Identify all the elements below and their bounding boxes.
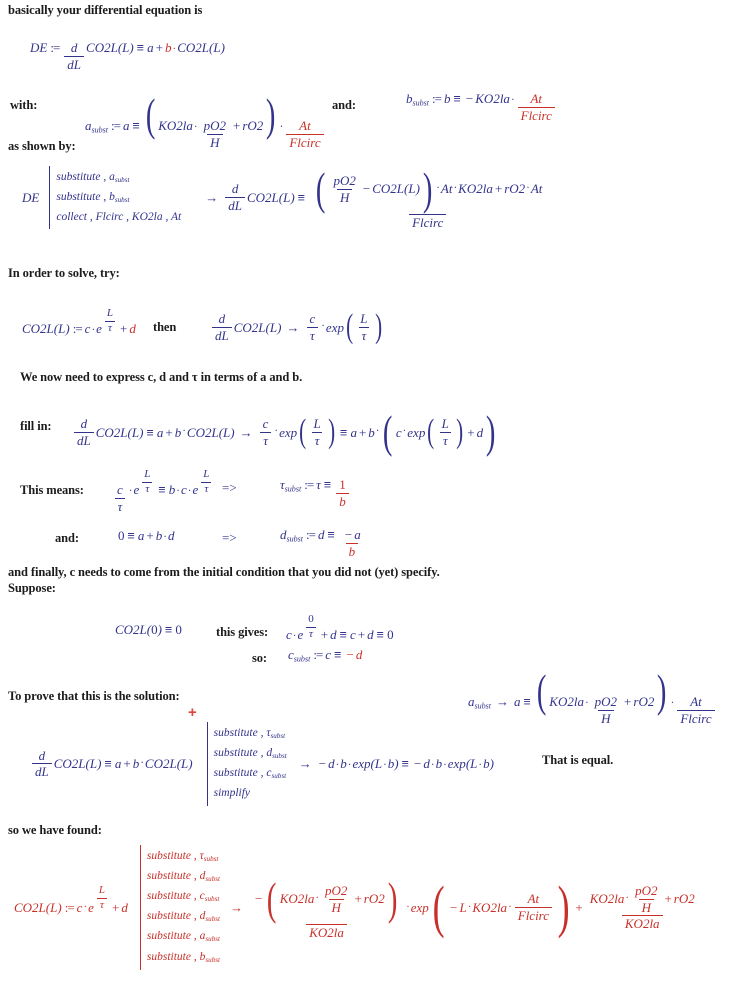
label-that-is-equal: That is equal. [542,753,614,767]
term-b: b [165,40,172,55]
equation-d-subst[interactable]: $d_{subst}$ := d ≡ $\frac{- a}{b}$ [280,528,366,558]
exponent-L-over-tau: $\frac{L}{\tau}$ [106,307,114,334]
exp-argument: − L · KO2la · $\frac{At}{\text{Flcirc}}$ [448,892,554,922]
result-denominator: Flcirc [409,214,446,230]
label-to-prove: To prove that this is the solution: [8,689,180,703]
close-paren: ) [266,89,276,140]
exponent-L-over-tau: $\frac{L}{\tau}$ [98,884,106,911]
fraction-At-Flcirc: $\frac{At}{\text{Flcirc}}$ [518,92,555,122]
minus-sign: − [465,91,474,106]
keyword-substitute-b: substitute , $b_{subst}$ [146,950,221,964]
fraction-c-over-tau: $\frac{c}{\tau}$ [260,417,272,447]
term-a: a [156,424,164,440]
fraction-1-over-b: $\frac{1}{b}$ [336,478,349,508]
numerator-minus-a: − a [344,527,361,542]
exponent-L-over-tau: $\frac{L}{\tau}$ [144,468,151,495]
coefficient-c: c [84,321,91,337]
equation-fill-in[interactable]: $\frac{d}{dL}$ CO2L(L) ≡ a + b · CO2L(L) → $\frac{c}{\tau}$ · exp ( $\frac{L}{\tau}$ ) ≡ a + b · ( c · exp ( $\frac{L}{\tau}$ ) + d ) [72,409,498,455]
function-CO2L-rhs: CO2L(L) [177,40,225,55]
equation-initial-condition[interactable]: CO2L(0) ≡ 0 [115,622,182,637]
equation-proof[interactable]: $\frac{d}{dL}$ CO2L(L) ≡ a + b · CO2L(L) substitute , $\tau_{subst}$ substitute , $d_{subst}$ substitute , $c_{subst}$ simplify → − d·b·exp(L·b) ≡ − d·b·exp(L·b) [30,722,494,806]
term-minus-d: − d [346,647,363,662]
derivative-operator: $\frac{d}{dL}$ [225,182,245,212]
label-fill-in: fill in: [20,419,52,433]
derivative-operator [64,41,84,71]
fraction-c-over-tau: $\frac{c}{\tau}$ [306,312,318,342]
equation-initial-expand[interactable]: c · e $\frac{0}{\tau}$ + d ≡ c + d ≡ 0 [286,613,394,643]
fraction-c-over-tau: $\frac{c}{\tau}$ [114,483,126,513]
equation-final-solution[interactable]: CO2L(L) := c · e $\frac{L}{\tau}$ + d substitute , $\tau_{subst}$ substitute , $d_{subst}$ substitute , $c_{subst}$ substitute , $d_{subst}$ substitute , $a_{subst}$ substitute , $b_{subst}$ → − ( KO2la · $\frac{pO2}{H}$ + rO2 ) KO2la · exp ( − L · KO2la · $\frac{At}{\text{Flcirc}}$ ) + KO2la · $\frac{pO2}{H}$ + rO2 KO2la [14,845,700,970]
equation-a-subst-result[interactable]: $a_{subst}$ → a ≡ ( KO2la · $\frac{pO2}{H}$ + rO2 ) · $\frac{At}{\text{Flcirc}}$ [468,668,717,725]
symbol-DE: DE [30,40,48,55]
keyword-substitute-tau: substitute , $\tau_{subst}$ [213,727,286,740]
implies-arrow-2: => [222,530,237,545]
symbol-d-subst: $d_{subst}$ [280,527,304,544]
keyword-substitute-a: substitute , $a_{subst}$ [146,930,221,944]
assign-operator: := [111,118,120,133]
label-we-now-need: We now need to express c, d and τ in terms of a and b. [20,370,303,384]
keyword-substitute-c: substitute , $c_{subst}$ [213,767,287,781]
symbol-c-subst: $c_{subst}$ [288,647,311,664]
label-and: and: [332,98,356,112]
proof-rhs-result: − d·b·exp(L·b) [414,755,494,771]
function-CO2L: CO2L(L) [372,181,420,197]
equation-trial-solution[interactable]: CO2L(L) := c · e $\frac{L}{\tau}$ + d [22,307,136,337]
derivative-operator: $\frac{d}{dL}$ [32,749,52,779]
symbol-a: a [123,118,130,133]
final-second-denominator: KO2la [622,915,663,931]
symbol-b: b [444,91,451,106]
constant-d: d [129,321,136,337]
assign-operator: := [50,40,60,55]
zero-value: 0 [118,528,125,543]
open-paren: ( [145,89,156,140]
exponent-0-over-tau: $\frac{0}{\tau}$ [305,614,317,640]
numerator-pO2: pO2 [203,118,226,133]
term-a: a [147,40,154,55]
eval-keyword-block-final[interactable] [140,845,220,970]
equation-trial-derivative[interactable]: $\frac{d}{dL}$ CO2L(L) → $\frac{c}{\tau}$ · exp ( $\frac{L}{\tau}$ ) [210,310,384,344]
function-CO2L-zero: CO2L(0) [115,622,162,637]
function-CO2L: CO2L(L) [86,40,134,55]
term-KO2la: KO2la [158,118,193,133]
cursor-crosshair-icon: + [188,704,197,721]
keyword-substitute-tau: substitute , $\tau_{subst}$ [146,850,219,863]
function-CO2L: CO2L(L) [246,189,295,205]
keyword-collect: collect , Flcirc , KO2la , At [56,210,182,223]
label-then: then [153,320,177,334]
d-numerator: d [70,40,78,55]
symbol-DE: DE [22,189,40,205]
equation-c-subst[interactable]: $c_{subst}$ := c ≡ − d [288,647,363,664]
fraction-At-Flcirc [286,119,323,149]
plus-operator: + [155,40,164,55]
label-and-finally: and finally, c needs to come from the initial condition that you did not (yet) specify. [8,565,440,579]
term-rO2: rO2 [242,118,264,133]
final-first-fraction [250,872,403,941]
denominator-Flcirc: Flcirc [286,134,323,150]
label-and-2: and: [55,531,79,545]
equation-b-subst[interactable]: $b_{subst}$ := b ≡ − KO2la · $\frac{At}{\text{Flcirc}}$ [406,92,557,122]
term-b: b [174,424,182,440]
symbol-a-subst: $a_{subst}$ [468,694,492,711]
symbol-e: e [96,321,102,337]
fraction-At-Flcirc: $\frac{At}{\text{Flcirc}}$ [515,892,552,922]
final-second-fraction [587,884,698,931]
fraction-pO2-H: $\frac{pO2}{H}$ [594,694,618,726]
symbol-b-subst: $b_{subst}$ [406,91,430,108]
function-CO2L-rhs: CO2L(L) [144,756,193,772]
multiply-dot: · [172,43,177,55]
function-CO2L: CO2L(L) [22,321,70,337]
fraction-L-over-tau: $\frac{L}{\tau}$ [313,415,321,448]
function-CO2L: CO2L(L) [53,756,102,772]
symbol-a-subst: $a_{subst}$ [85,118,109,135]
label-this-gives: this gives: [216,625,269,639]
keyword-simplify: simplify [213,787,251,800]
label-as-shown-by: as shown by: [8,139,76,153]
implies-arrow: => [222,480,237,495]
eval-keyword-block[interactable] [49,166,181,230]
bold-equals: ≡ [136,40,145,55]
final-first-denominator: KO2la [306,924,347,940]
function-CO2L: CO2L(L) [233,319,282,335]
result-fraction [310,165,545,230]
fraction-L-over-tau-2: $\frac{L}{\tau}$ [441,415,449,448]
equation-tau-subst[interactable]: $\tau_{subst}$ := τ ≡ $\frac{1}{b}$ [280,478,351,508]
denominator-H: H [207,134,222,150]
proof-lhs-result: − d·b·exp(L·b) [318,755,399,771]
dL-denominator: dL [64,56,84,72]
fraction-pO2-H-2: $\frac{pO2}{H}$ [635,882,658,915]
fraction-L-over-tau: $\frac{L}{\tau}$ [360,310,368,343]
label-suppose: Suppose: [8,581,56,595]
equation-d-derivation[interactable]: 0 ≡ a + b · d [118,528,175,543]
derivative-operator: $\frac{d}{dL}$ [212,312,232,342]
eval-keyword-block-proof[interactable] [207,722,287,806]
keyword-substitute-a: substitute , $a_{subst}$ [56,170,130,184]
label-in-order-to-solve: In order to solve, try: [8,266,120,280]
label-so: so: [252,651,267,665]
equation-de-definition[interactable] [30,41,225,71]
function-CO2L-rhs: CO2L(L) [186,424,235,440]
derivative-operator: $\frac{d}{dL}$ [74,417,94,447]
final-first-numerator: − ( KO2la · $\frac{pO2}{H}$ + rO2 ) [255,872,398,924]
equation-tau-derivation[interactable]: $\frac{c}{\tau}$ · e $\frac{L}{\tau}$ ≡ b · c · e $\frac{L}{\tau}$ [112,478,214,513]
fraction-pO2-H: $\frac{pO2}{H}$ [333,173,356,205]
function-CO2L: CO2L(L) [14,899,62,915]
result-numerator: ( $\frac{pO2}{H}$ − CO2L(L) ) · At · KO2la + rO2 · At [316,163,543,214]
numerator-At: At [299,118,311,133]
function-CO2L: CO2L(L) [95,424,144,440]
term-KO2la: KO2la [475,91,510,106]
exponent-L-over-tau-2: $\frac{L}{\tau}$ [203,468,210,495]
intro-text: basically your differential equation is [8,3,203,17]
keyword-substitute-d: substitute , $d_{subst}$ [213,747,287,761]
label-so-we-have-found: so we have found: [8,823,102,837]
keyword-substitute-d-2: substitute , $d_{subst}$ [146,910,221,924]
final-second-numerator: KO2la · $\frac{pO2}{H}$ + rO2 [589,882,695,915]
label-with: with: [10,98,38,112]
keyword-substitute-b: substitute , $b_{subst}$ [56,190,130,204]
symbol-tau-subst: $\tau_{subst}$ [280,477,302,494]
equation-a-subst[interactable]: $a_{subst}$ := a ≡ ( KO2la · $\frac{pO2}{H}$ + rO2 ) · $\frac{At}{\text{Flcirc}}$ [85,92,326,149]
fraction-pO2-H: $\frac{pO2}{H}$ [325,882,348,915]
fraction-minus-a-over-b: $\frac{- a}{b}$ [340,528,364,558]
keyword-substitute-d-1: substitute , $d_{subst}$ [146,870,221,884]
fraction-pO2-H [201,119,229,149]
label-this-means: This means: [20,483,84,497]
fraction-At-Flcirc: $\frac{At}{\text{Flcirc}}$ [677,695,714,725]
keyword-substitute-c: substitute , $c_{subst}$ [146,890,220,904]
exp-function: exp [325,319,344,335]
result-arrow: → [205,189,219,205]
equation-de-expanded[interactable]: DE substitute , $a_{subst}$ substitute , $b_{subst}$ collect , Flcirc , KO2la , At → $\frac{d}{dL}$ CO2L(L) ≡ ( $\frac{pO2}{H}$ − CO2L(L) ) · At · KO2la + rO2 · At Flcirc [22,165,547,230]
bold-equals: ≡ [132,118,140,133]
